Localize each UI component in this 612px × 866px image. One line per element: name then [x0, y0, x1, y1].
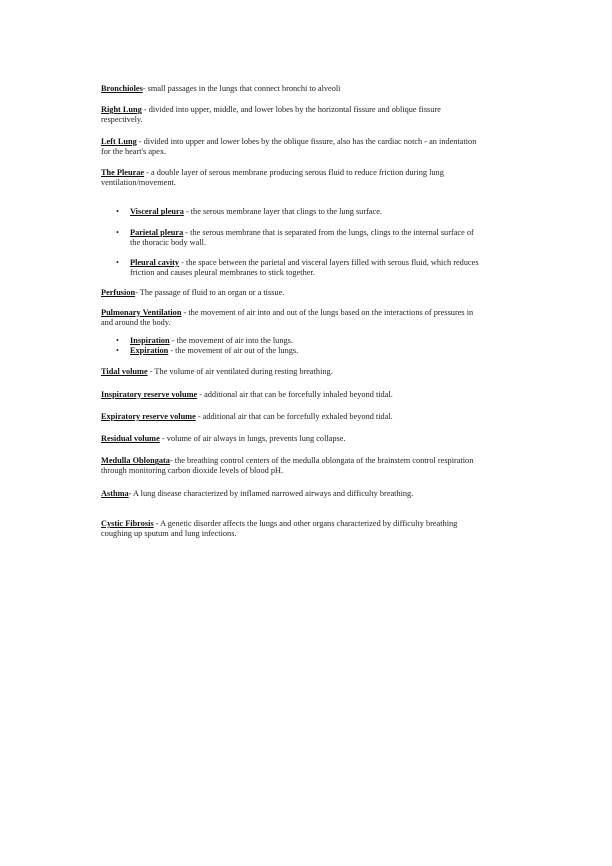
list-item-pleural-cavity [101, 258, 481, 278]
list-item-parietal-pleura [101, 228, 481, 248]
entry-expiratory-reserve-volume [101, 412, 481, 422]
term-asthma: Asthma [101, 488, 129, 498]
definition-bronchioles: - small passages in the lungs that connect bronchi to alveoli [142, 84, 341, 93]
definition-pleurae: - a double layer of serous membrane producing serous fluid to reduce friction during lung ventilation/movement. [101, 168, 444, 188]
definition-parietal-pleura: - the serous membrane that is separated from the lungs, clings to the internal surface of the thoracic body wall. [130, 227, 474, 247]
definition-right-lung: - divided into upper, middle, and lower lobes by the horizontal fissure and oblique fissure respectively. [101, 105, 441, 125]
entry-pulmonary-ventilation [101, 308, 481, 328]
definition-cystic-fibrosis: - A genetic disorder affects the lungs and other organs characterized by difficulty breathing coughing up sputum and lung infections. [101, 518, 458, 539]
term-visceral-pleura: Visceral pleura [130, 207, 184, 217]
term-expiration: Expiration [130, 346, 169, 356]
term-tidal-volume: Tidal volume [101, 367, 148, 377]
definition-tidal-volume: - The volume of air ventilated during resting breathing. [147, 367, 333, 377]
list-item-expiration [101, 346, 481, 356]
definition-pulmonary-ventilation: - the movement of air into and out of the lungs based on the interactions of pressures in and around the body. [101, 307, 474, 327]
definition-pleural-cavity: - the space between the parietal and visceral layers filled with serous fluid, which reduces friction and causes pleural membranes to stick together. [130, 258, 479, 278]
term-inspiratory-reserve-volume: Inspiratory reserve volume [101, 389, 198, 399]
term-perfusion: Perfusion [101, 288, 136, 298]
term-parietal-pleura: Parietal pleura [130, 227, 184, 237]
definition-inspiration: - the movement of air into the lungs. [169, 336, 293, 346]
definition-expiratory-reserve-volume: - additional air that can be forcefully exhaled beyond tidal. [195, 411, 393, 421]
definition-left-lung: - divided into upper and lower lobes by the oblique fissure, also has the cardiac notch - an indentation for the heart's apex. [101, 136, 477, 156]
term-cystic-fibrosis: Cystic Fibrosis [101, 518, 154, 528]
entry-residual-volume [101, 434, 481, 444]
term-expiratory-reserve-volume: Expiratory reserve volume [101, 411, 196, 421]
entry-asthma [101, 489, 481, 499]
entry-pleurae [101, 168, 481, 188]
term-left-lung: Left Lung [101, 136, 137, 146]
term-inspiration: Inspiration [130, 336, 170, 346]
pleura-list [101, 207, 481, 278]
entry-medulla-oblongata [101, 456, 481, 476]
list-item-inspiration [101, 336, 481, 346]
entry-bronchioles [101, 84, 481, 94]
definition-expiration: - the movement of air out of the lungs. [168, 346, 299, 356]
term-residual-volume: Residual volume [101, 434, 160, 444]
definition-asthma: - A lung disease characterized by inflamed narrowed airways and difficulty breathing. [128, 488, 414, 498]
term-medulla-oblongata: Medulla Oblongata [101, 456, 170, 466]
definition-visceral-pleura: - the serous membrane layer that clings to the lung surface. [183, 207, 382, 217]
definition-inspiratory-reserve-volume: - additional air that can be forcefully inhaled beyond tidal. [197, 389, 393, 399]
term-pleural-cavity: Pleural cavity [130, 258, 180, 268]
entry-right-lung [101, 105, 481, 125]
entry-inspiratory-reserve-volume [101, 390, 481, 400]
ventilation-list [101, 336, 481, 356]
document-page [101, 84, 481, 539]
definition-residual-volume: - volume of air always in lungs, prevents lung collapse. [159, 434, 346, 444]
term-bronchioles: Bronchioles [101, 84, 143, 93]
entry-cystic-fibrosis [101, 519, 481, 539]
term-pulmonary-ventilation: Pulmonary Ventilation [101, 307, 182, 317]
term-pleurae: The Pleurae [101, 168, 145, 178]
entry-perfusion [101, 288, 481, 298]
entry-left-lung [101, 137, 481, 157]
definition-medulla-oblongata: - the breathing control centers of the medulla oblongata of the brainstem control respiration through monitoring carbon dioxide levels of blood pH. [101, 456, 474, 476]
entry-tidal-volume [101, 367, 481, 377]
term-right-lung: Right Lung [101, 105, 142, 115]
definition-perfusion: - The passage of fluid to an organ or a tissue. [135, 288, 285, 298]
list-item-visceral-pleura [101, 207, 481, 217]
